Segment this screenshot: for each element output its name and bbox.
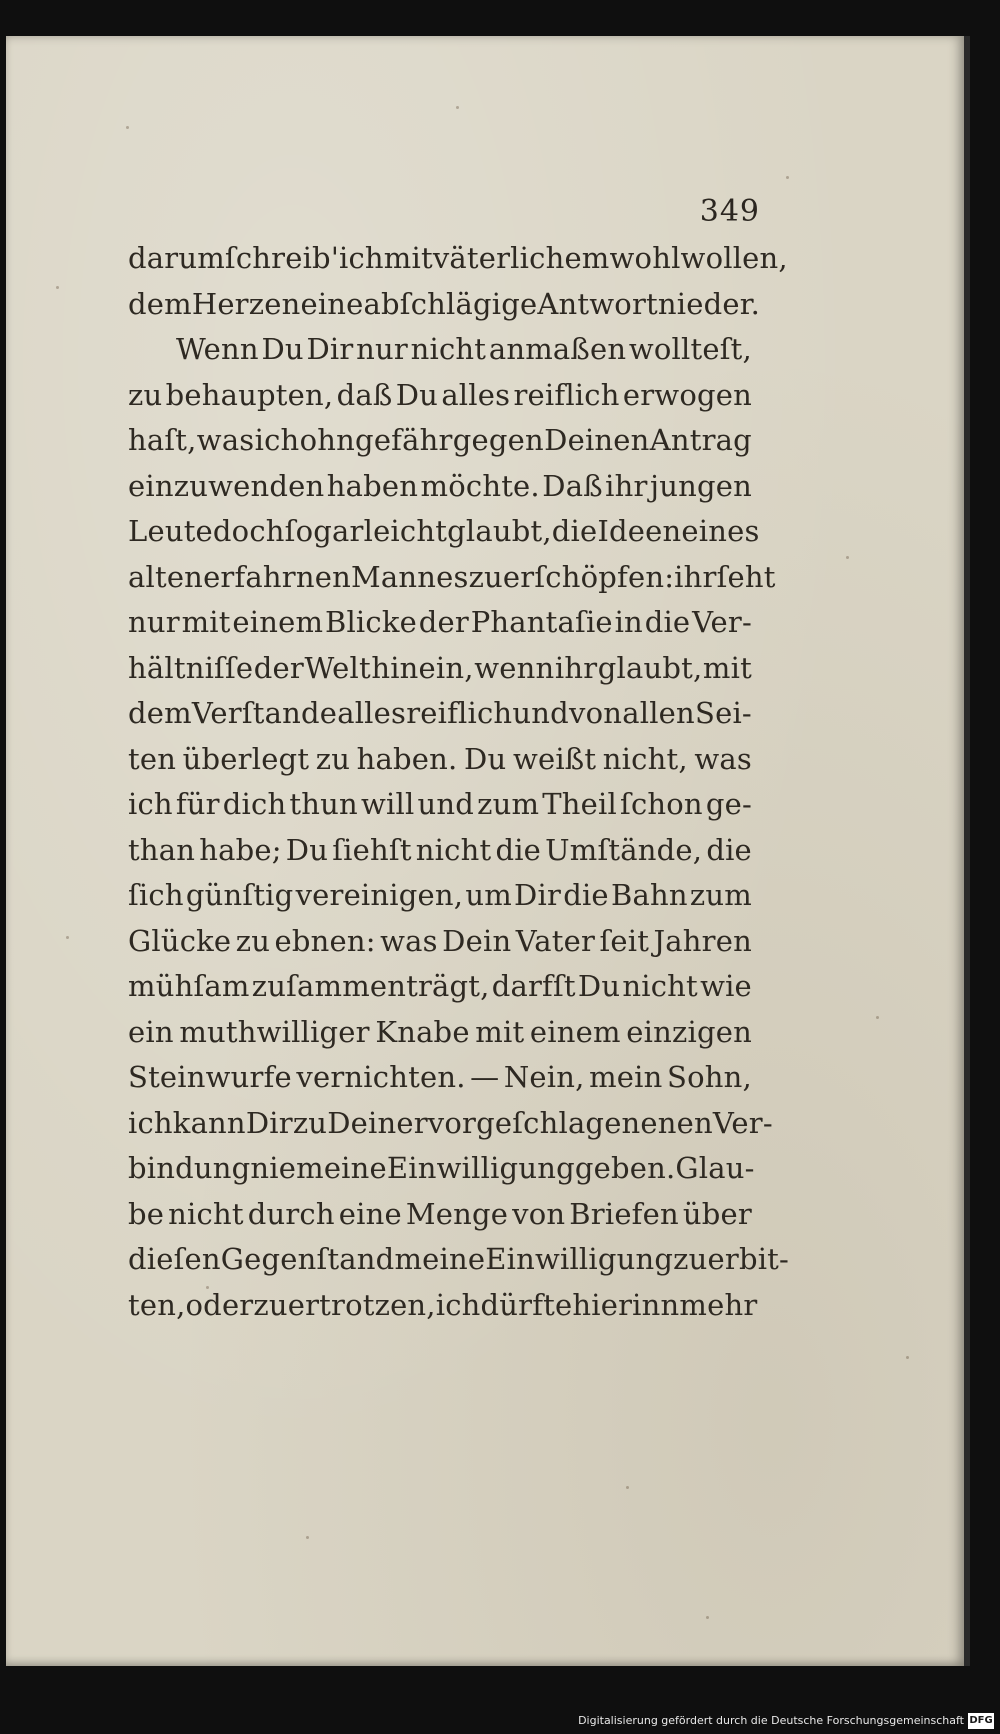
word: Sei-: [695, 696, 752, 730]
word: zu: [128, 377, 163, 412]
word: nicht: [410, 332, 487, 366]
paper-speck: [906, 1356, 909, 1359]
word: zum: [689, 878, 752, 912]
word: zuſammenträgt,: [251, 969, 490, 1003]
word: für: [175, 787, 220, 821]
word: was: [196, 423, 255, 457]
word: und: [417, 787, 475, 821]
text-line: [128, 282, 761, 328]
word: mit: [383, 241, 433, 275]
word: daß: [336, 377, 393, 412]
word: allen: [622, 696, 695, 730]
word: glaubt,: [447, 514, 552, 548]
word: geben.: [574, 1151, 676, 1185]
word: Vater: [515, 923, 596, 958]
text-line: [128, 600, 752, 646]
word: die: [563, 878, 609, 912]
word: zu: [673, 1242, 708, 1276]
word: einzigen: [626, 1014, 752, 1049]
word: ſeit: [599, 923, 650, 958]
word: Umſtände,: [545, 832, 703, 867]
word: Steinwurfe: [128, 1060, 292, 1094]
word: Ideen: [597, 514, 682, 548]
word: väterlichem: [432, 241, 610, 275]
word: Ver-: [712, 1105, 773, 1140]
page-edge-shadow: [964, 36, 970, 1666]
word: Einwilligung: [485, 1242, 674, 1276]
word: einem: [232, 605, 324, 639]
word: Daß: [542, 468, 603, 503]
text-line: [128, 418, 752, 464]
word: muthwilliger: [179, 1014, 370, 1049]
word: einem: [529, 1014, 621, 1049]
text-line: [128, 236, 788, 282]
word: Du: [395, 377, 439, 412]
word: Glücke: [128, 923, 232, 958]
text-line: [128, 327, 752, 373]
text-line: [128, 964, 752, 1010]
text-line: [128, 782, 752, 828]
word: hältniſſe: [128, 650, 254, 685]
word: überlegt: [182, 741, 310, 776]
word: erfahrnen: [203, 559, 351, 594]
word: nie: [250, 1151, 297, 1185]
word: doch: [212, 514, 285, 548]
word: eines: [681, 514, 760, 548]
word: Du: [285, 832, 329, 867]
word: Briefen: [569, 1196, 679, 1231]
text-line: [128, 919, 752, 965]
text-line: [128, 1055, 752, 1101]
paper-speck: [56, 286, 59, 289]
word: Welt: [304, 650, 371, 685]
word: günſtig: [185, 878, 294, 912]
word: dieſen: [128, 1242, 221, 1276]
word: —: [470, 1060, 500, 1094]
text-line: [128, 646, 752, 692]
word: was: [380, 923, 438, 958]
word: ſiehſt: [332, 832, 412, 867]
word: Deiner: [327, 1105, 428, 1140]
word: ten,: [128, 1287, 186, 1322]
word: mühſam: [128, 969, 250, 1003]
word: zu: [315, 741, 351, 776]
word: in: [614, 605, 643, 639]
word: nur: [356, 332, 408, 366]
word: weißt: [512, 741, 597, 776]
paper-speck: [706, 1616, 709, 1619]
word: mit: [475, 1014, 525, 1049]
word: Sohn,: [667, 1060, 752, 1094]
word: gegen: [452, 423, 544, 457]
digitization-credit: Digitalisierung gefördert durch die Deutsche Forschungsgemeinschaft: [578, 1714, 964, 1727]
word: Menge: [405, 1196, 509, 1231]
word: dürfte: [480, 1287, 573, 1322]
word: darum: [128, 241, 225, 275]
word: ertrotzen,: [287, 1287, 436, 1322]
word: gar: [313, 514, 364, 548]
text-line: [128, 555, 776, 601]
word: Dir: [245, 1105, 293, 1140]
word: Du: [577, 969, 621, 1003]
text-line: [128, 737, 752, 783]
word: die: [551, 514, 598, 548]
word: von: [512, 1196, 566, 1231]
word: behaupten,: [165, 377, 334, 412]
word: bindung: [128, 1151, 251, 1185]
word: durch: [247, 1196, 335, 1231]
word: ten: [128, 741, 177, 776]
word: Phantaſie: [470, 605, 613, 639]
word: ich: [435, 1287, 481, 1322]
word: Deinen: [544, 423, 650, 457]
word: eine: [300, 286, 364, 321]
word: vernichten.: [296, 1060, 466, 1094]
word: dich: [222, 787, 287, 821]
word: Du: [464, 741, 507, 776]
word: leicht: [363, 514, 448, 548]
paper-speck: [786, 176, 789, 179]
word: von: [569, 696, 623, 730]
word: Herzen: [191, 286, 301, 321]
word: hierinn: [572, 1287, 680, 1322]
text-line: [128, 691, 752, 737]
word: mit: [702, 650, 752, 685]
word: zu: [253, 1287, 288, 1322]
word: ſchon: [620, 787, 703, 821]
word: Du: [261, 332, 304, 366]
word: nicht: [168, 1196, 244, 1231]
paper-speck: [456, 106, 459, 109]
word: thun: [289, 787, 358, 821]
word: ſeht: [716, 559, 776, 594]
word: Jahren: [653, 923, 752, 958]
text-line: [128, 1237, 790, 1283]
paper-speck: [306, 1536, 309, 1539]
word: ich: [254, 423, 300, 457]
word: Verſtande: [191, 696, 338, 730]
word: zum: [477, 787, 540, 821]
word: ſich: [128, 878, 184, 912]
word: wenn: [474, 650, 555, 685]
word: einzuwenden: [128, 468, 325, 503]
text-line: [128, 828, 752, 874]
word: Glau-: [675, 1151, 755, 1185]
word: haben: [326, 468, 419, 503]
word: dem: [128, 696, 192, 730]
word: ebnen:: [274, 923, 376, 958]
word: Theil: [542, 787, 617, 821]
word: Knabe: [375, 1014, 470, 1049]
text-line: [128, 464, 752, 510]
word: nicht: [622, 969, 698, 1003]
word: mein: [589, 1060, 663, 1094]
word: hinein,: [371, 650, 474, 685]
word: nicht: [415, 832, 492, 867]
text-line: [128, 1192, 752, 1238]
text-line: [128, 373, 752, 419]
word: eine: [338, 1196, 402, 1231]
word: Mannes: [350, 559, 469, 594]
text-line: [128, 509, 760, 555]
dfg-logo: DFG: [968, 1713, 994, 1729]
word: reiflich: [513, 377, 620, 412]
word: ihr: [554, 650, 598, 685]
paper-speck: [876, 1016, 879, 1019]
word: oder: [185, 1287, 254, 1322]
word: möchte.: [420, 468, 540, 503]
word: über: [682, 1196, 752, 1231]
word: habe;: [199, 832, 282, 867]
word: jungen: [650, 468, 752, 503]
word: Einwilligung: [386, 1151, 575, 1185]
paper-speck: [846, 556, 849, 559]
word: ihr: [605, 468, 648, 503]
word: will: [360, 787, 415, 821]
paper-speck: [66, 936, 69, 939]
word: alles: [441, 377, 511, 412]
word: nur: [128, 605, 180, 639]
word: Bahn: [610, 878, 688, 912]
word: be: [128, 1196, 165, 1231]
word: wollteſt,: [628, 332, 752, 366]
word: die: [644, 605, 691, 639]
word: Blicke: [324, 605, 417, 639]
word: zu: [235, 923, 271, 958]
text-line: [128, 1146, 755, 1192]
word: der: [253, 650, 304, 685]
word: ohngefähr: [299, 423, 453, 457]
word: glaubt,: [597, 650, 703, 685]
word: mit: [181, 605, 231, 639]
word: Gegenſtand: [220, 1242, 395, 1276]
word: ſo: [284, 514, 314, 548]
word: ihr: [674, 559, 717, 594]
word: vereinigen,: [295, 878, 464, 912]
word: meine: [394, 1242, 486, 1276]
word: erbit-: [707, 1242, 790, 1276]
word: ich: [339, 241, 384, 275]
word: wie: [700, 969, 752, 1003]
word: vorgeſchlagenenen: [427, 1105, 713, 1140]
word: ich: [128, 1105, 173, 1140]
word: was: [694, 741, 752, 776]
word: zu: [292, 1105, 328, 1140]
word: mehr: [679, 1287, 758, 1322]
word: Antrag: [649, 423, 752, 457]
word: haben.: [356, 741, 458, 776]
word: haſt,: [128, 423, 197, 457]
word: und: [512, 696, 569, 730]
word: nieder.: [657, 286, 761, 321]
word: abſchlägige: [363, 286, 538, 321]
page-number: 349: [699, 194, 760, 229]
word: kann: [172, 1105, 246, 1140]
word: Nein,: [503, 1060, 585, 1094]
word: ſchreib': [224, 241, 339, 275]
text-line: [128, 1283, 758, 1329]
word: die: [706, 832, 752, 867]
paper-speck: [626, 1486, 629, 1489]
word: um: [465, 878, 512, 912]
word: Dir: [514, 878, 562, 912]
word: reiflich: [406, 696, 513, 730]
word: Dein: [442, 923, 512, 958]
word: dem: [128, 286, 192, 321]
word: darfſt: [491, 969, 576, 1003]
word: nicht,: [602, 741, 688, 776]
word: der: [418, 605, 469, 639]
text-line: [128, 1010, 752, 1056]
word: die: [495, 832, 542, 867]
word: ge-: [705, 787, 752, 821]
word: wohlwollen,: [609, 241, 788, 275]
word: alten: [128, 559, 204, 594]
text-line: [128, 873, 752, 919]
paper-speck: [126, 126, 129, 129]
word: erwogen: [622, 377, 752, 412]
word: anmaßen: [488, 332, 627, 366]
word: zu: [468, 559, 503, 594]
text-line: [128, 1101, 773, 1147]
word: Dir: [306, 332, 354, 366]
word: meine: [296, 1151, 387, 1185]
word: Antwort: [537, 286, 658, 321]
word: ich: [128, 787, 173, 821]
word: Ver-: [692, 605, 752, 639]
word: Leute: [128, 514, 213, 548]
word: alles: [337, 696, 407, 730]
word: erſchöpfen:: [502, 559, 675, 594]
body-text: [128, 236, 790, 1328]
word: ein: [128, 1014, 174, 1049]
word: than: [128, 832, 196, 867]
word: Wenn: [176, 332, 259, 366]
